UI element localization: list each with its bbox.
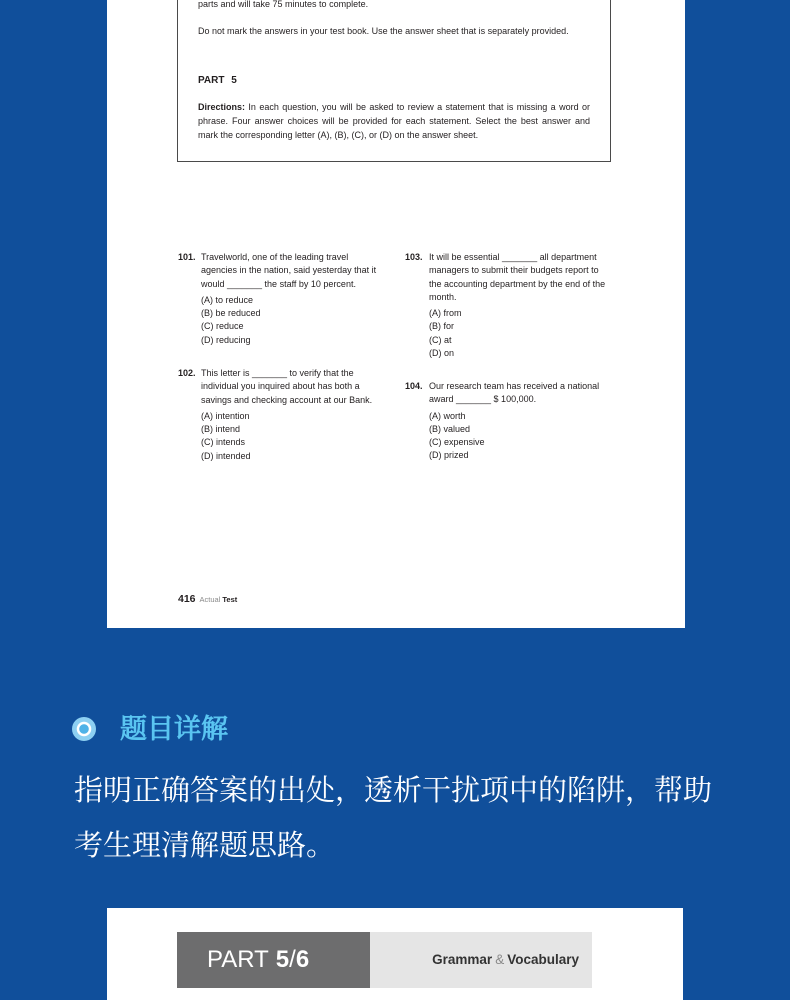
question-number: 104. <box>405 381 423 391</box>
answer-option: (B) valued <box>429 423 471 434</box>
stem-line: This letter is _______ to verify that the <box>201 368 354 378</box>
stem-line: It will be essential _______ all department <box>429 252 597 262</box>
question-stem <box>201 251 398 291</box>
footer-label-bold: Test <box>222 595 238 604</box>
part-number-separator: / <box>289 946 296 973</box>
question-stem <box>429 251 625 304</box>
question-body <box>429 251 625 360</box>
stem-line: month. <box>429 291 457 302</box>
answer-option: (A) intention <box>201 410 250 421</box>
answer-option: (C) intends <box>201 437 246 448</box>
section-title-box <box>370 932 592 988</box>
stem-line: savings and checking account at our Bank. <box>201 394 373 405</box>
circle-bullet-icon <box>72 717 96 741</box>
answer-option: (A) worth <box>429 410 466 421</box>
question-102 <box>178 367 398 463</box>
answer-option: (D) reducing <box>201 334 251 345</box>
stem-line: the accounting department by the end of the <box>429 278 606 289</box>
directions-text: In each question, you will be asked to review a statement that is missing a word or <box>248 102 590 112</box>
answer-options <box>429 410 625 463</box>
instructions-line-2: Do not mark the answers in your test book. Use the answer sheet that is separately provided. <box>198 26 569 36</box>
part-title: PART 5 <box>198 75 237 86</box>
question-104 <box>405 380 625 463</box>
part-word: PART <box>207 946 269 973</box>
question-body <box>201 251 398 347</box>
question-body <box>201 367 398 463</box>
answer-option: (D) intended <box>201 450 251 461</box>
answer-option: (B) for <box>429 321 455 332</box>
part-number-second: 6 <box>295 946 310 973</box>
answer-option: (C) at <box>429 334 452 345</box>
stem-line: Our research team has received a national <box>429 381 600 391</box>
question-number: 101. <box>178 252 196 262</box>
answer-option: (B) intend <box>201 424 241 435</box>
answer-option: (C) expensive <box>429 437 485 448</box>
section-connector: & <box>495 952 505 967</box>
answer-option: (C) reduce <box>201 321 244 332</box>
question-number: 103. <box>405 252 423 262</box>
footer-label-light: Actual <box>199 595 221 604</box>
directions <box>198 100 590 142</box>
answer-options <box>201 294 398 347</box>
page-footer <box>178 592 237 606</box>
stem-line: award _______ $ 100,000. <box>429 394 537 405</box>
feature-title: 题目详解 <box>120 714 228 745</box>
sample-test-page <box>107 0 685 628</box>
section-word-grammar: Grammar <box>432 952 493 967</box>
directions-line: mark the corresponding letter (A), (B), (C), or (D) on the answer sheet. <box>198 130 479 140</box>
question-103 <box>405 251 625 360</box>
answer-option: (B) be reduced <box>201 308 261 319</box>
stem-line: Travelworld, one of the leading travel <box>201 252 349 262</box>
part-number-first: 5 <box>275 946 290 973</box>
instructions-line-1: parts and will take 75 minutes to complete. <box>198 0 369 9</box>
stem-line: managers to submit their budgets report to <box>429 265 599 276</box>
stem-line: would _______ the staff by 10 percent. <box>201 278 356 289</box>
question-stem <box>201 367 398 407</box>
section-title <box>432 952 579 968</box>
part-number-box <box>177 932 370 988</box>
answer-option: (D) on <box>429 348 455 359</box>
part-label <box>207 947 309 973</box>
answer-options <box>201 410 398 463</box>
directions-label: Directions: <box>198 102 246 112</box>
section-header-page <box>107 908 683 1000</box>
question-number: 102. <box>178 368 196 378</box>
stem-line: agencies in the nation, said yesterday that it <box>201 265 377 276</box>
answer-option: (A) to reduce <box>201 294 254 305</box>
directions-line <box>198 100 590 114</box>
answer-options <box>429 307 625 360</box>
feature-description-line: 考生理清解题思路。 <box>74 828 336 862</box>
section-word-vocabulary: Vocabulary <box>507 952 579 967</box>
feature-description-line: 指明正确答案的出处，透析干扰项中的陷阱，帮助 <box>74 773 713 807</box>
answer-option: (A) from <box>429 308 462 319</box>
stem-line: individual you inquired about has both a <box>201 381 360 392</box>
page-number: 416 <box>178 593 196 605</box>
question-101 <box>178 251 398 347</box>
question-stem <box>429 380 625 407</box>
directions-line: phrase. Four answer choices will be provided for each statement. Select the best answer and <box>198 116 590 126</box>
answer-option: (D) prized <box>429 450 469 461</box>
question-body <box>429 380 625 463</box>
